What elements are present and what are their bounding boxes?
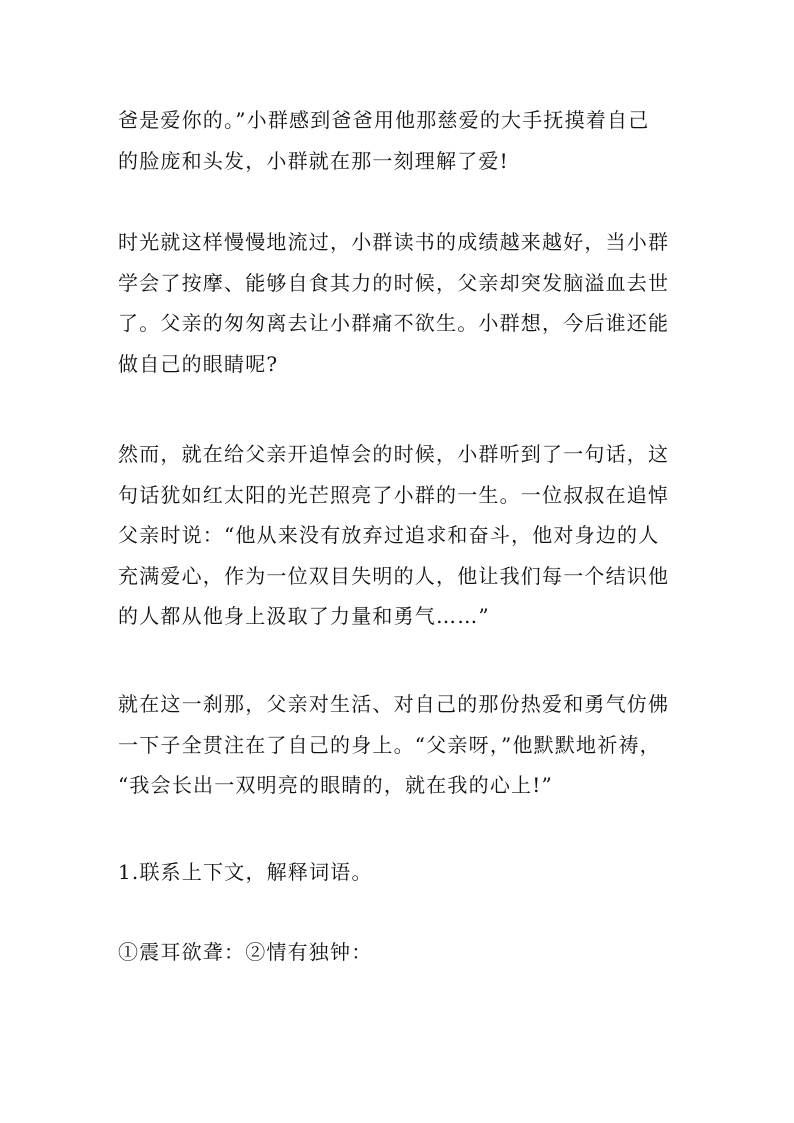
text-line: 做自己的眼睛呢? [118,351,279,376]
paragraph-2 [118,222,678,384]
text-line: 父亲时说：“他从来没有放弃过追求和奋斗，他对身边的人 [118,523,660,547]
text-line: ①震耳欲聋：②情有独钟： [118,940,373,964]
text-line: 了。父亲的匆匆离去让小群痛不欲生。小群想，今后谁还能 [118,311,670,335]
paragraph-3 [118,434,678,637]
text-line: “我会长出一双明亮的眼睛的，就在我的心上!” [118,773,553,797]
text-line: 时光就这样慢慢地流过，小群读书的成绩越来越好，当小群 [118,230,670,254]
text-line: 爸是爱你的。”小群感到爸爸用他那慈爱的大手抚摸着自己 [118,108,650,132]
text-line: 的脸庞和头发，小群就在那一刻理解了爱! [118,148,509,173]
text-line: 充满爱心，作为一位双目失明的人，他让我们每一个结识他 [118,563,670,588]
paragraph-1 [118,100,678,181]
text-line: 就在这一刹那，父亲对生活、对自己的那份热爱和勇气仿佛 [118,692,670,716]
text-line: 学会了按摩、能够自食其力的时候，父亲却突发脑溢血去世 [118,270,670,295]
question-items [118,932,678,973]
text-line: 一下子全贯注在了自己的身上。“父亲呀，”他默默地祈祷， [118,732,661,757]
text-line: 的人都从他身上汲取了力量和勇气……” [118,604,490,628]
question-heading [118,852,678,893]
text-line: 句话犹如红太阳的光芒照亮了小群的一生。一位叔叔在追悼 [118,482,670,507]
text-line: 然而，就在给父亲开追悼会的时候，小群听到了一句话，这 [118,442,670,466]
text-line: 1.联系上下文，解释词语。 [118,860,373,884]
paragraph-4 [118,684,678,806]
